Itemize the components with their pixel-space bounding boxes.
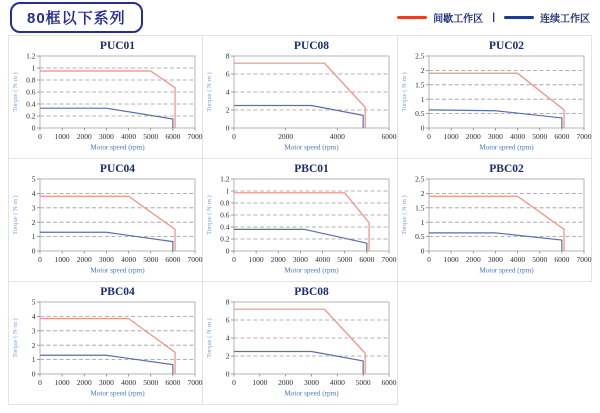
- x-tick-label: 2000: [76, 132, 92, 141]
- x-tick-label: 7000: [381, 255, 397, 264]
- curve-continuous: [40, 108, 173, 128]
- x-tick-label: 6000: [165, 132, 181, 141]
- y-tick-label: 6: [226, 315, 230, 325]
- chart-cell-PBC02: [397, 159, 591, 282]
- y-axis-label: Torque ( N·m ): [12, 72, 19, 112]
- y-tick-label: 0.2: [26, 111, 36, 121]
- plot-area: [40, 179, 195, 251]
- legend-label-intermittent: 间歇工作区: [433, 14, 484, 25]
- x-tick-label: 2000: [271, 255, 287, 264]
- x-tick-label: 6000: [165, 378, 181, 387]
- y-axis-label: Torque ( N·m ): [206, 318, 214, 358]
- x-tick-label: 5000: [143, 132, 159, 141]
- legend-item-continuous: [504, 10, 590, 25]
- chart-PUC04: [9, 159, 203, 281]
- x-tick-label: 1000: [54, 378, 70, 387]
- y-tick-label: 0: [31, 246, 36, 256]
- x-tick-label: 1000: [443, 132, 459, 141]
- curve-continuous: [429, 233, 562, 251]
- x-tick-label: 5000: [143, 378, 159, 387]
- x-tick-label: 2000: [465, 255, 481, 264]
- chart-cell-PUC08: [203, 36, 397, 159]
- x-tick-label: 6000: [359, 255, 375, 264]
- chart-PUC02: [398, 36, 592, 158]
- y-tick-label: 0: [420, 246, 425, 256]
- x-tick-label: 5000: [143, 255, 159, 264]
- x-tick-label: 7000: [187, 132, 203, 141]
- y-tick-label: 2: [226, 105, 230, 115]
- plot-area: [40, 302, 195, 374]
- chart-title: PUC04: [99, 163, 136, 175]
- y-tick-label: 0: [31, 369, 36, 379]
- x-tick-label: 3000: [98, 378, 114, 387]
- chart-title: PBC02: [488, 163, 524, 175]
- x-tick-label: 3000: [304, 378, 320, 387]
- x-axis-label: Motor speed (rpm): [90, 143, 145, 152]
- chart-cell-PBC01: [203, 159, 397, 282]
- y-tick-label: 0.8: [26, 75, 36, 85]
- y-tick-label: 2: [226, 351, 230, 361]
- y-tick-label: 5: [31, 297, 36, 307]
- chart-title: PBC08: [294, 286, 330, 298]
- x-axis-label: Motor speed (rpm): [284, 143, 339, 152]
- header: [0, 0, 600, 32]
- curve-intermittent: [234, 63, 365, 128]
- y-axis-label: Torque ( N·m ): [12, 318, 19, 358]
- blue-line-icon: [504, 16, 534, 19]
- curve-continuous: [40, 355, 173, 374]
- chart-cell-PUC01: [9, 36, 203, 159]
- x-tick-label: 0: [232, 132, 237, 141]
- y-tick-label: 1: [420, 94, 425, 104]
- y-tick-label: 1: [31, 63, 36, 73]
- x-tick-label: 2000: [76, 378, 92, 387]
- y-tick-label: 0: [31, 123, 36, 133]
- x-tick-label: 3000: [487, 255, 503, 264]
- y-axis-label: Torque ( N·m ): [12, 195, 19, 235]
- y-tick-label: 0: [226, 246, 230, 256]
- x-tick-label: 1000: [252, 378, 268, 387]
- x-tick-label: 4000: [330, 132, 346, 141]
- chart-cell-PBC08: [203, 282, 397, 405]
- y-tick-label: 2: [420, 189, 425, 198]
- x-tick-label: 7000: [576, 132, 592, 141]
- x-tick-label: 0: [426, 255, 431, 264]
- x-tick-label: 2000: [465, 132, 481, 141]
- chart-PUC08: [203, 36, 397, 158]
- y-tick-label: 0.4: [220, 222, 230, 232]
- chart-cell-PBC04: [9, 282, 203, 405]
- chart-title: PBC01: [294, 163, 330, 175]
- y-tick-label: 2.5: [414, 51, 425, 61]
- legend-item-intermittent: [397, 10, 483, 25]
- curve-continuous: [234, 229, 367, 251]
- x-tick-label: 0: [38, 378, 42, 387]
- x-axis-label: Motor speed (rpm): [90, 389, 145, 398]
- y-tick-label: 8: [226, 51, 230, 61]
- page-title: 80框以下系列: [27, 10, 126, 27]
- x-tick-label: 3000: [293, 255, 309, 264]
- curve-intermittent: [40, 319, 175, 374]
- chart-grid: [8, 35, 592, 405]
- x-tick-label: 4000: [330, 378, 346, 387]
- x-tick-label: 1000: [54, 132, 70, 141]
- legend: [397, 10, 590, 25]
- x-tick-label: 4000: [509, 132, 525, 141]
- curve-intermittent: [234, 193, 369, 251]
- y-axis-label: Torque ( N·m ): [206, 195, 214, 235]
- x-tick-label: 6000: [554, 132, 570, 141]
- y-tick-label: 1.2: [26, 51, 36, 61]
- x-tick-label: 6000: [554, 255, 570, 264]
- x-tick-label: 2000: [278, 132, 294, 141]
- y-tick-label: 0.8: [220, 198, 230, 208]
- y-tick-label: 0: [226, 369, 230, 379]
- curve-continuous: [40, 232, 173, 251]
- y-tick-label: 2: [31, 217, 36, 227]
- y-tick-label: 8: [226, 297, 230, 307]
- y-axis-label: Torque ( N·m ): [400, 72, 408, 112]
- x-tick-label: 4000: [121, 132, 137, 141]
- x-axis-label: Motor speed (rpm): [284, 389, 339, 398]
- y-tick-label: 2.5: [414, 174, 425, 184]
- x-tick-label: 3000: [98, 132, 114, 141]
- x-axis-label: Motor speed (rpm): [90, 266, 145, 275]
- x-tick-label: 4000: [315, 255, 331, 264]
- y-tick-label: 0.5: [414, 232, 425, 242]
- chart-title: PUC01: [99, 40, 136, 52]
- chart-title: PUC08: [294, 40, 330, 52]
- x-tick-label: 7000: [576, 255, 592, 264]
- y-tick-label: 1: [226, 186, 230, 196]
- curve-intermittent: [429, 73, 564, 128]
- y-tick-label: 1.5: [414, 203, 425, 213]
- y-tick-label: 2: [31, 340, 36, 350]
- chart-cell-PUC04: [9, 159, 203, 282]
- x-tick-label: 2000: [76, 255, 92, 264]
- y-tick-label: 1.2: [220, 174, 230, 184]
- x-tick-label: 4000: [509, 255, 525, 264]
- x-tick-label: 7000: [187, 255, 203, 264]
- legend-separator: |: [492, 12, 495, 23]
- curve-continuous: [429, 110, 562, 128]
- y-tick-label: 3: [31, 326, 36, 336]
- x-axis-label: Motor speed (rpm): [479, 143, 534, 152]
- empty-cell: [397, 282, 591, 405]
- legend-label-continuous: 连续工作区: [540, 14, 590, 25]
- x-tick-label: 6000: [381, 378, 397, 387]
- x-tick-label: 1000: [248, 255, 264, 264]
- y-tick-label: 4: [226, 87, 230, 97]
- x-tick-label: 6000: [381, 132, 397, 141]
- x-axis-label: Motor speed (rpm): [284, 266, 339, 275]
- curve-intermittent: [234, 309, 365, 374]
- y-tick-label: 0: [226, 123, 230, 133]
- y-tick-label: 4: [31, 312, 36, 321]
- y-tick-label: 3: [31, 203, 36, 213]
- x-tick-label: 1000: [54, 255, 70, 264]
- y-axis-label: Torque ( N·m ): [400, 195, 408, 235]
- y-tick-label: 6: [226, 69, 230, 79]
- curve-intermittent: [40, 71, 175, 128]
- x-tick-label: 3000: [487, 132, 503, 141]
- curve-intermittent: [429, 196, 564, 251]
- chart-PBC04: [9, 282, 203, 404]
- x-tick-label: 0: [38, 132, 42, 141]
- y-tick-label: 0.5: [414, 109, 425, 119]
- y-tick-label: 1: [31, 232, 36, 242]
- x-tick-label: 5000: [355, 378, 371, 387]
- chart-PBC01: [203, 159, 397, 281]
- chart-PUC01: [9, 36, 203, 158]
- x-tick-label: 5000: [337, 255, 353, 264]
- x-tick-label: 3000: [98, 255, 114, 264]
- x-tick-label: 0: [232, 378, 237, 387]
- y-tick-label: 1: [420, 217, 425, 227]
- red-line-icon: [397, 16, 427, 19]
- x-tick-label: 2000: [278, 378, 294, 387]
- x-tick-label: 0: [426, 132, 431, 141]
- x-tick-label: 6000: [165, 255, 181, 264]
- y-axis-label: Torque ( N·m ): [206, 72, 214, 112]
- curve-continuous: [234, 106, 363, 129]
- x-axis-label: Motor speed (rpm): [479, 266, 534, 275]
- y-tick-label: 4: [31, 189, 36, 198]
- y-tick-label: 1: [31, 355, 36, 365]
- x-tick-label: 0: [232, 255, 237, 264]
- y-tick-label: 5: [31, 174, 36, 184]
- y-tick-label: 0.2: [220, 234, 230, 244]
- curve-intermittent: [40, 196, 175, 251]
- y-tick-label: 2: [420, 66, 425, 75]
- chart-title: PUC02: [488, 40, 524, 52]
- y-tick-label: 0.4: [26, 99, 36, 109]
- chart-PBC02: [398, 159, 592, 281]
- x-tick-label: 4000: [121, 378, 137, 387]
- y-tick-label: 1.5: [414, 80, 425, 90]
- y-tick-label: 0: [420, 123, 425, 133]
- y-tick-label: 0.6: [26, 87, 36, 97]
- x-tick-label: 5000: [531, 255, 547, 264]
- chart-title: PBC04: [100, 286, 135, 298]
- chart-cell-PUC02: [397, 36, 591, 159]
- x-tick-label: 4000: [121, 255, 137, 264]
- chart-PBC08: [203, 282, 397, 404]
- y-tick-label: 4: [226, 333, 230, 343]
- series-title-box: [10, 2, 143, 33]
- y-tick-label: 0.6: [220, 210, 230, 220]
- x-tick-label: 7000: [187, 378, 203, 387]
- curve-continuous: [234, 352, 363, 375]
- x-tick-label: 5000: [531, 132, 547, 141]
- x-tick-label: 1000: [443, 255, 459, 264]
- x-tick-label: 0: [38, 255, 42, 264]
